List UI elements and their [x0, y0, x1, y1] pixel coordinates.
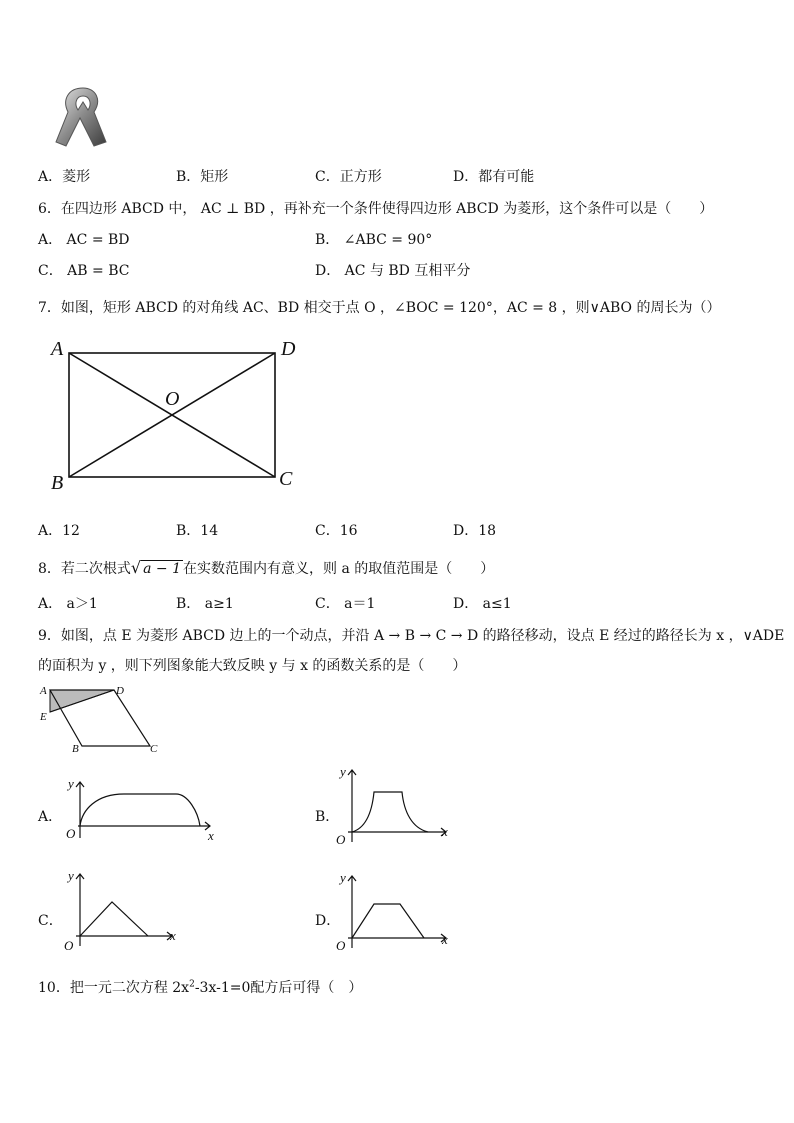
- label-c: C: [279, 468, 293, 490]
- q8-stem-post: 在实数范围内有意义，则 a 的取值范围是（ ）: [183, 561, 495, 577]
- origin-label: O: [64, 938, 74, 952]
- x-axis-label: x: [208, 828, 214, 842]
- q9-option-d-letter: D．: [315, 913, 341, 929]
- q10-stem-post: -3x-1=0配方后可得（ ）: [194, 980, 363, 996]
- q6-option-d: D． AC 与 BD 互相平分: [315, 263, 471, 279]
- graph-b-curve: [352, 792, 428, 832]
- q8-option-c: C． a＝1: [315, 596, 376, 612]
- label-c: C: [150, 743, 158, 755]
- label-e: E: [40, 711, 47, 723]
- q6-option-b: B． ∠ABC = 90°: [315, 232, 433, 248]
- x-axis-label: x: [442, 824, 448, 839]
- q7-stem: 7．如图，矩形 ABCD 的对角线 AC、BD 相交于点 O ，∠BOC = 120°，AC = 8 ，则∨ABO 的周长为（）: [38, 300, 721, 316]
- q9-graph-b: [332, 762, 456, 848]
- q9-graph-d: [332, 866, 456, 952]
- q8-option-b: B． a≥1: [176, 596, 234, 612]
- y-axis-label: y: [68, 776, 74, 791]
- x-axis-label: x: [170, 928, 176, 943]
- q6-stem: 6．在四边形 ABCD 中， AC ⊥ BD ，再补充一个条件使得四边形 ABCD 为菱形，这个条件可以是（ ）: [38, 201, 714, 217]
- label-a: A: [40, 685, 47, 697]
- label-b: B: [72, 743, 79, 755]
- q10-superscript: 2: [189, 979, 195, 990]
- graph-d-curve: [352, 904, 424, 938]
- graph-c-curve: [80, 902, 148, 936]
- y-axis-label: y: [68, 868, 74, 883]
- q10-stem-pre: 10．把一元二次方程 2x: [38, 980, 190, 996]
- label-o: O: [165, 388, 180, 410]
- q7-option-c: C．16: [315, 523, 358, 539]
- q6-option-a: A． AC = BD: [38, 232, 130, 248]
- q9-stem-line2: 的面积为 y ，则下列图象能大致反映 y 与 x 的函数关系的是（ ）: [38, 658, 467, 674]
- q8-option-a: A． a＞1: [38, 596, 98, 612]
- origin-label: O: [66, 826, 76, 841]
- q9-rhombus-figure: [38, 682, 168, 756]
- origin-label: O: [336, 938, 346, 952]
- origin-label: O: [336, 832, 346, 847]
- q9-stem-line1: 9．如图，点 E 为菱形 ABCD 边上的一个动点，并沿 A → B → C → D 的路径移动，设点 E 经过的路径长为 x ，∨ADE: [38, 628, 785, 644]
- q8-stem: [38, 558, 494, 578]
- y-axis-label: y: [340, 764, 346, 779]
- q9-graph-a: [60, 772, 220, 842]
- label-d: D: [116, 685, 124, 697]
- q9-option-c-letter: C．: [38, 913, 63, 929]
- q10-stem: [38, 977, 362, 997]
- ribbon-image: [50, 82, 116, 150]
- q6-option-c: C． AB = BC: [38, 263, 130, 279]
- q7-option-a: A．12: [38, 523, 80, 539]
- q5-option-b: B．矩形: [176, 169, 229, 185]
- x-axis-label: x: [442, 932, 448, 947]
- graph-a-curve: [80, 794, 200, 826]
- q9-option-b-letter: B．: [315, 809, 340, 825]
- q5-option-c: C．正方形: [315, 169, 382, 185]
- label-a: A: [51, 338, 64, 360]
- y-axis-label: y: [340, 870, 346, 885]
- q5-option-d: D．都有可能: [453, 169, 535, 185]
- q8-stem-pre: 8．若二次根式: [38, 561, 131, 577]
- q7-option-d: D．18: [453, 523, 497, 539]
- label-d: D: [281, 338, 296, 360]
- q9-option-a-letter: A．: [38, 809, 63, 825]
- label-b: B: [51, 472, 64, 494]
- sqrt-radical: √: [130, 558, 142, 577]
- q7-rectangle-figure: [45, 335, 305, 495]
- q8-radicand: a − 1: [143, 561, 182, 577]
- q7-option-b: B．14: [176, 523, 219, 539]
- q5-option-a: A．菱形: [38, 169, 91, 185]
- q9-graph-c: [60, 866, 184, 952]
- q8-option-d: D． a≤1: [453, 596, 512, 612]
